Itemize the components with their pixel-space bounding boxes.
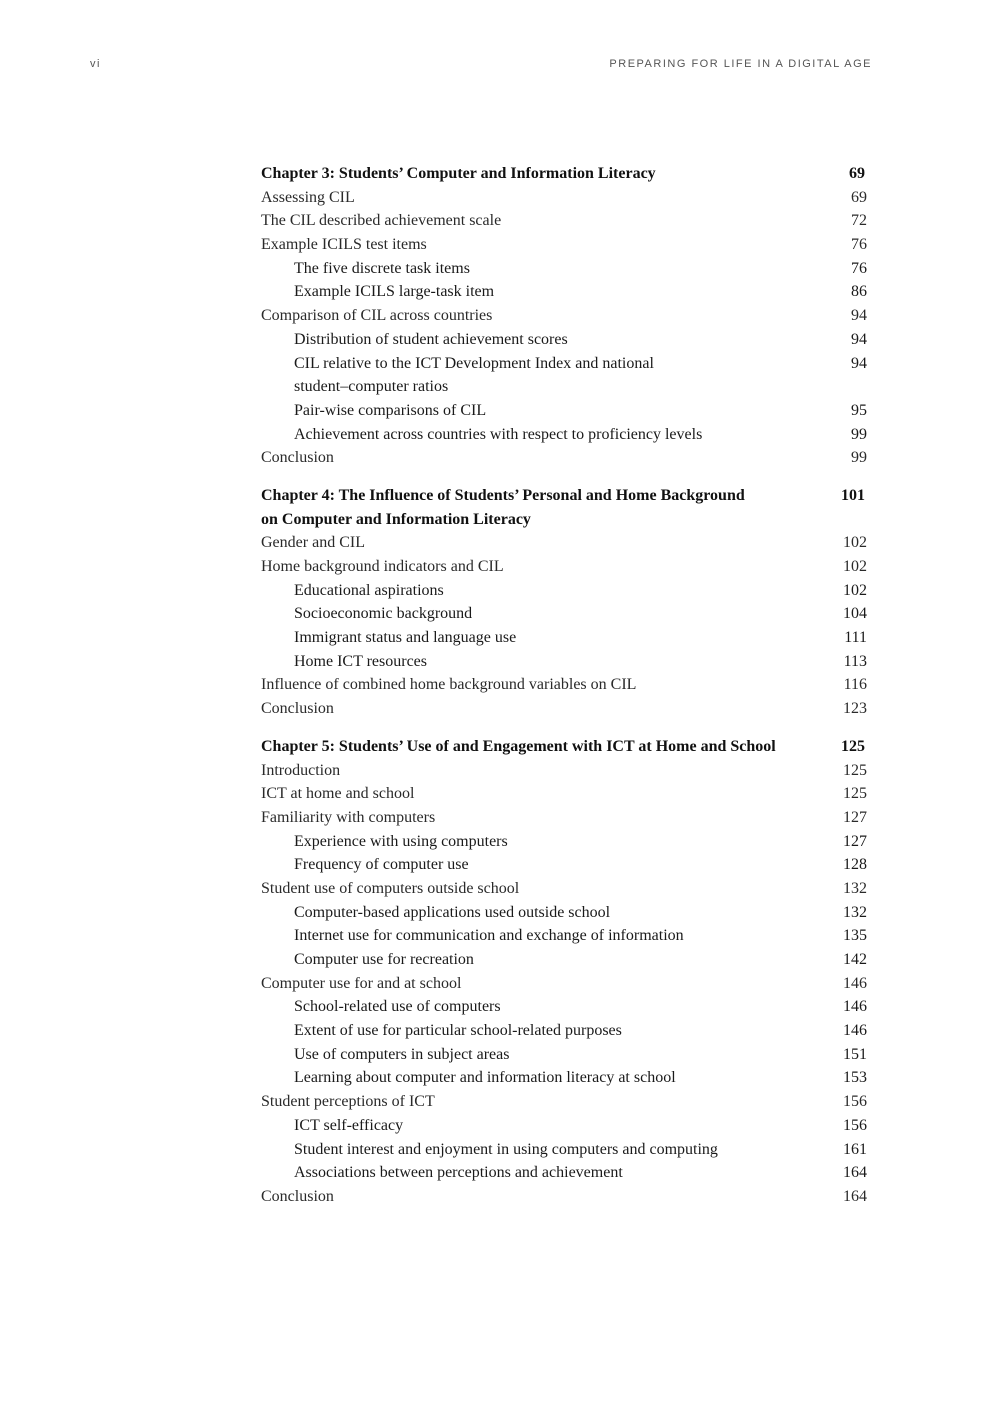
toc-entry[interactable]	[261, 972, 867, 996]
toc-page-number: 94	[851, 307, 867, 325]
toc-label: Extent of use for particular school-related purposes	[294, 1022, 622, 1040]
toc-label: CIL relative to the ICT Development Index and national	[294, 354, 654, 372]
toc-page-number: 95	[851, 401, 867, 419]
toc-label: student–computer ratios	[294, 378, 449, 396]
toc-label: Distribution of student achievement scores	[294, 330, 568, 348]
toc-chapter-heading[interactable]	[261, 484, 867, 508]
toc-entry[interactable]	[261, 304, 867, 328]
toc-entry[interactable]	[261, 673, 867, 697]
toc-subentry[interactable]	[261, 579, 867, 603]
toc-entry[interactable]	[261, 186, 867, 210]
toc-page-number: 128	[843, 856, 867, 874]
toc-entry[interactable]	[261, 555, 867, 579]
toc-label: Chapter 4: The Influence of Students’ Personal and Home Background	[261, 486, 745, 504]
toc-label: Student use of computers outside school	[261, 879, 520, 897]
toc-page-number: 76	[851, 236, 867, 254]
toc-subentry[interactable]	[261, 1161, 867, 1185]
toc-subentry[interactable]	[261, 257, 867, 281]
toc-page-number: 101	[841, 486, 865, 504]
toc-label: Home ICT resources	[294, 652, 427, 670]
toc-label: Pair-wise comparisons of CIL	[294, 401, 487, 419]
toc-chapter-heading[interactable]	[261, 162, 867, 186]
toc-page-number: 94	[851, 330, 867, 348]
toc-subentry[interactable]	[261, 280, 867, 304]
toc-page-number: 142	[843, 951, 867, 968]
toc-entry[interactable]	[261, 782, 867, 806]
toc-label: ICT self-efficacy	[294, 1116, 404, 1134]
toc-entry[interactable]	[261, 531, 867, 555]
toc-page-number: 161	[843, 1140, 867, 1158]
toc-subentry[interactable]	[261, 1138, 867, 1162]
toc-subentry[interactable]	[261, 626, 867, 650]
toc-subentry[interactable]	[261, 924, 867, 948]
toc-subentry[interactable]	[261, 399, 867, 423]
toc-subentry[interactable]	[261, 830, 867, 854]
toc-page-number: 146	[843, 998, 867, 1016]
toc-subentry[interactable]	[261, 948, 867, 972]
toc-subentry[interactable]	[261, 375, 867, 399]
toc-page-number: 113	[843, 652, 867, 670]
toc-label: Home background indicators and CIL	[261, 558, 504, 575]
toc-label: School-related use of computers	[294, 998, 501, 1016]
toc-label: Chapter 3: Students’ Computer and Information Literacy	[261, 165, 656, 182]
toc-subentry[interactable]	[261, 650, 867, 674]
toc-entry[interactable]	[261, 759, 867, 783]
toc-page-number: 164	[843, 1164, 867, 1182]
toc-label: Computer use for recreation	[294, 951, 474, 968]
toc-label: Immigrant status and language use	[294, 629, 517, 647]
toc-label: Student perceptions of ICT	[261, 1093, 435, 1111]
toc-page-number: 164	[843, 1187, 867, 1205]
toc-page-number: 146	[843, 1022, 867, 1040]
toc-entry[interactable]	[261, 209, 867, 233]
toc-page-number: 102	[843, 558, 867, 575]
toc-label: Use of computers in subject areas	[294, 1045, 510, 1063]
toc-label: on Computer and Information Literacy	[261, 510, 531, 528]
toc-label: Conclusion	[261, 700, 334, 718]
toc-chapter-heading[interactable]	[261, 508, 867, 532]
toc-subentry[interactable]	[261, 352, 867, 376]
toc-label: Familiarity with computers	[261, 808, 436, 826]
toc-subentry[interactable]	[261, 1114, 867, 1138]
toc-label: ICT at home and school	[261, 785, 415, 803]
toc-page-number: 99	[851, 449, 867, 467]
toc-subentry[interactable]	[261, 423, 867, 447]
toc-label: Influence of combined home background variables on CIL	[261, 676, 637, 694]
toc-label: Comparison of CIL across countries	[261, 307, 493, 325]
toc-label: Example ICILS large-task item	[294, 283, 495, 301]
table-of-contents	[261, 162, 867, 1209]
toc-label: Computer-based applications used outside school	[294, 903, 611, 921]
toc-label: The five discrete task items	[294, 259, 470, 277]
toc-page-number: 99	[851, 425, 867, 443]
toc-label: Frequency of computer use	[294, 856, 469, 874]
toc-entry[interactable]	[261, 877, 867, 901]
toc-label: Socioeconomic background	[294, 605, 473, 623]
toc-page-number: 69	[849, 165, 865, 182]
toc-subentry[interactable]	[261, 901, 867, 925]
toc-page-number: 127	[843, 832, 867, 850]
toc-subentry[interactable]	[261, 1043, 867, 1067]
toc-page-number: 94	[851, 354, 867, 372]
toc-label: Conclusion	[261, 1187, 334, 1205]
running-title: PREPARING FOR LIFE IN A DIGITAL AGE	[609, 58, 872, 70]
toc-entry[interactable]	[261, 806, 867, 830]
toc-entry[interactable]	[261, 1185, 867, 1209]
toc-page-number: 127	[843, 808, 867, 826]
toc-entry[interactable]	[261, 1090, 867, 1114]
toc-label: Computer use for and at school	[261, 974, 462, 992]
toc-label: Example ICILS test items	[261, 236, 427, 254]
toc-page-number: 156	[843, 1116, 867, 1134]
toc-label: Assessing CIL	[261, 188, 355, 206]
toc-page-number: 104	[843, 605, 867, 623]
toc-page-number: 132	[843, 879, 867, 897]
toc-label: Associations between perceptions and achievement	[294, 1164, 623, 1182]
toc-page-number: 72	[851, 212, 867, 230]
toc-label: Achievement across countries with respect to proficiency levels	[294, 425, 703, 443]
toc-label: Student interest and enjoyment in using computers and computing	[294, 1140, 718, 1158]
toc-subentry[interactable]	[261, 328, 867, 352]
toc-page-number: 102	[843, 534, 867, 552]
toc-label: Learning about computer and information literacy at school	[294, 1069, 676, 1087]
toc-label: Educational aspirations	[294, 581, 444, 599]
toc-page-number: 151	[843, 1045, 867, 1063]
toc-page-number: 111	[844, 629, 867, 647]
toc-subentry[interactable]	[261, 1066, 867, 1090]
toc-subentry[interactable]	[261, 1019, 867, 1043]
toc-page-number: 86	[851, 283, 867, 301]
toc-entry[interactable]	[261, 233, 867, 257]
toc-label: Gender and CIL	[261, 534, 365, 552]
toc-label: Conclusion	[261, 449, 334, 467]
toc-page-number: 132	[843, 903, 867, 921]
toc-page-number: 125	[843, 761, 867, 779]
toc-page-number: 153	[843, 1069, 867, 1087]
toc-label: Internet use for communication and exchange of information	[294, 927, 684, 945]
toc-subentry[interactable]	[261, 995, 867, 1019]
toc-subentry[interactable]	[261, 602, 867, 626]
toc-page-number: 102	[843, 581, 867, 599]
toc-page-number: 123	[843, 700, 867, 718]
toc-subentry[interactable]	[261, 853, 867, 877]
toc-page-number: 135	[843, 927, 867, 945]
toc-chapter-heading[interactable]	[261, 735, 867, 759]
page-number: vi	[90, 58, 101, 70]
toc-page-number: 116	[843, 676, 867, 694]
toc-label: Experience with using computers	[294, 832, 508, 850]
toc-entry[interactable]	[261, 697, 867, 721]
toc-page-number: 125	[843, 785, 867, 803]
toc-page-number: 69	[851, 188, 867, 206]
toc-entry[interactable]	[261, 446, 867, 470]
toc-label: The CIL described achievement scale	[261, 212, 502, 230]
toc-label: Chapter 5: Students’ Use of and Engagement with ICT at Home and School	[261, 737, 776, 755]
toc-page-number: 125	[841, 737, 865, 755]
toc-page-number: 146	[843, 974, 867, 992]
toc-page-number: 76	[851, 259, 867, 277]
toc-label: Introduction	[261, 761, 341, 779]
toc-page-number: 156	[843, 1093, 867, 1111]
